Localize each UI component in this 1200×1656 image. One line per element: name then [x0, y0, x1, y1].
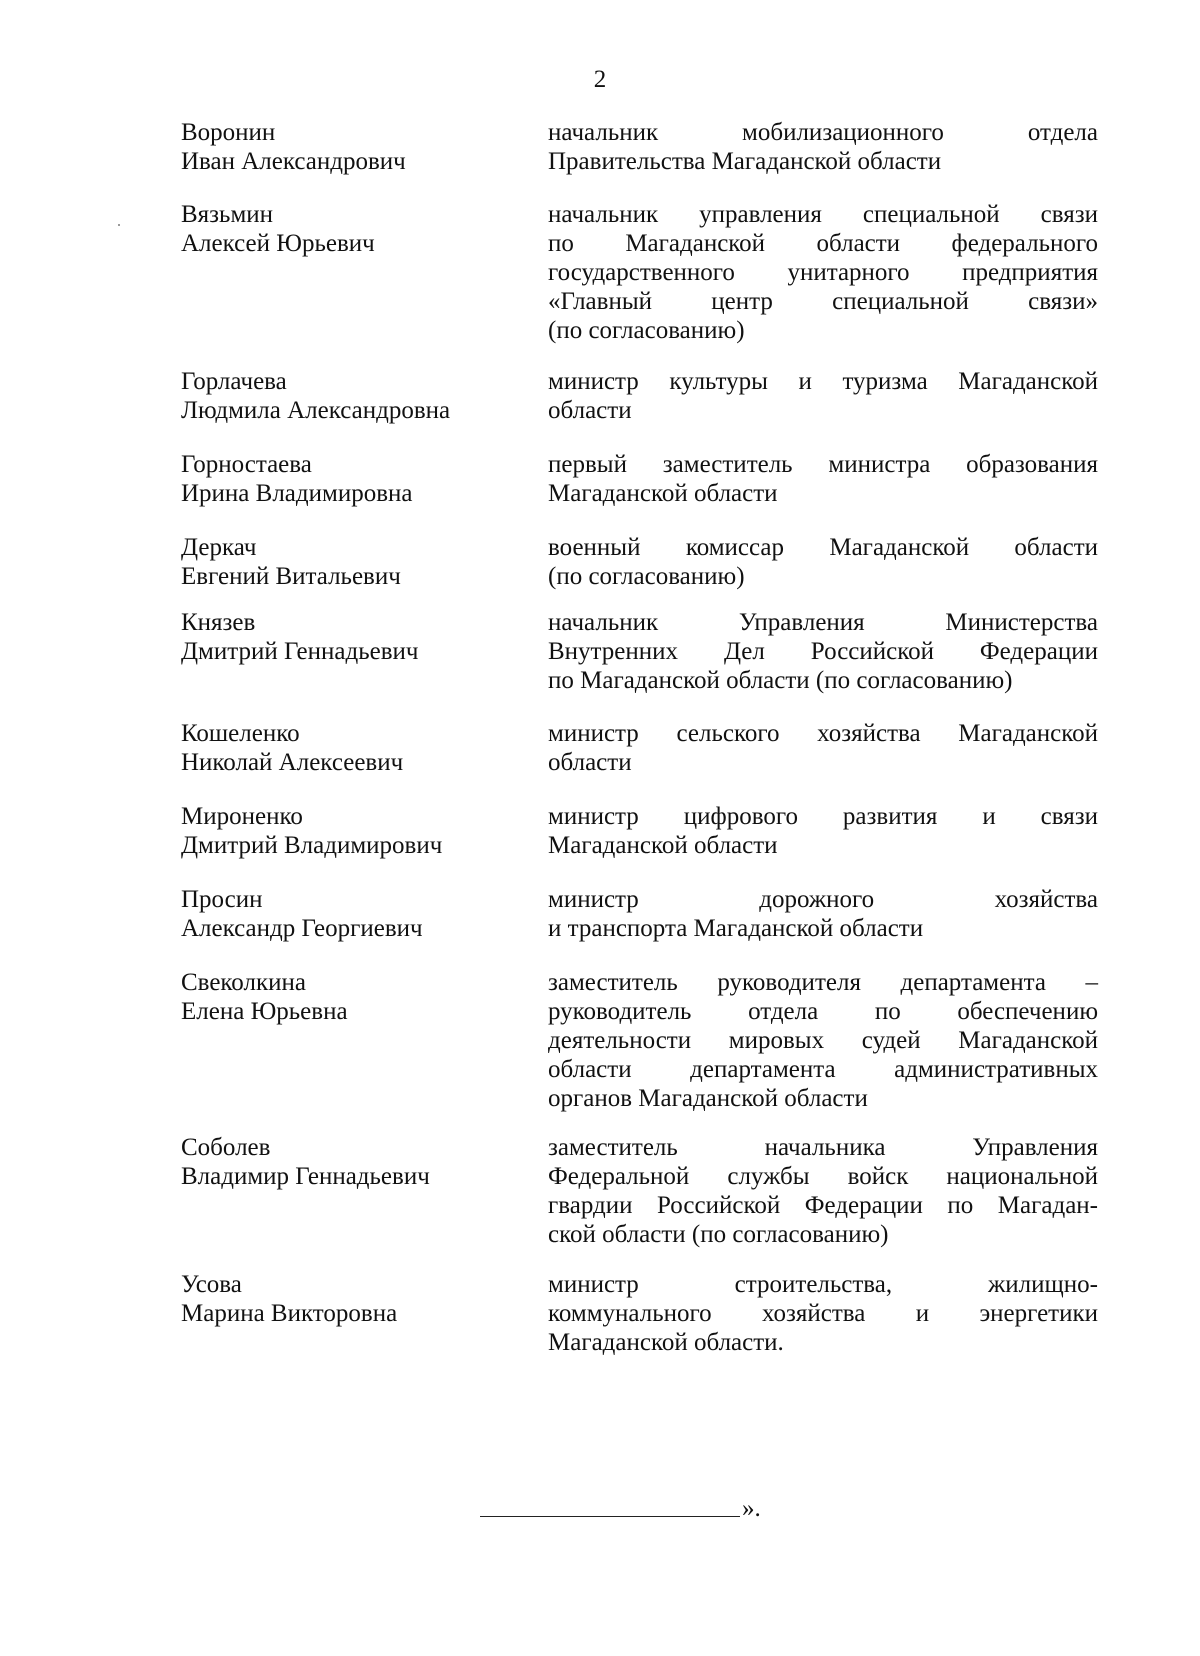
position-line: министр строительства, жилищно- [548, 1271, 1098, 1298]
member-given-names: Людмила Александровна [181, 397, 451, 424]
member-given-names: Александр Георгиевич [181, 915, 423, 942]
member-name [181, 608, 541, 666]
position-line: (по согласованию) [548, 317, 745, 344]
position-line: деятельности мировых судей Магаданской [548, 1027, 1098, 1054]
member-given-names: Владимир Геннадьевич [181, 1163, 430, 1190]
member-name [181, 450, 541, 508]
position-line: заместитель начальника Управления [548, 1134, 1098, 1161]
member-row [181, 118, 1098, 176]
member-position [548, 802, 1098, 860]
position-line: по Магаданской области федерального [548, 230, 1098, 257]
member-position [548, 968, 1098, 1113]
member-name [181, 533, 541, 591]
member-given-names: Ирина Владимировна [181, 480, 413, 507]
position-line: начальник управления специальной связи [548, 201, 1098, 228]
member-surname: Соболев [181, 1134, 271, 1161]
position-line: ской области (по согласованию) [548, 1221, 889, 1248]
position-line: Магаданской области [548, 832, 778, 859]
member-name [181, 968, 541, 1026]
position-line: министр дорожного хозяйства [548, 886, 1098, 913]
position-line: (по согласованию) [548, 563, 745, 590]
member-name [181, 885, 541, 943]
position-line: заместитель руководителя департамента – [548, 969, 1098, 996]
position-line: военный комиссар Магаданской области [548, 534, 1098, 561]
member-row [181, 200, 1098, 345]
member-position [548, 118, 1098, 176]
position-line: государственного унитарного предприятия [548, 259, 1098, 286]
position-line: Правительства Магаданской области [548, 148, 942, 175]
member-row [181, 450, 1098, 508]
closing-rule [480, 1516, 740, 1517]
member-surname: Кошеленко [181, 720, 300, 747]
position-line: начальник Управления Министерства [548, 609, 1098, 636]
member-given-names: Николай Алексеевич [181, 749, 404, 776]
position-line: по Магаданской области (по согласованию) [548, 667, 1013, 694]
member-given-names: Дмитрий Владимирович [181, 832, 443, 859]
position-line: гвардии Российской Федерации по Магадан- [548, 1192, 1098, 1219]
member-given-names: Марина Викторовна [181, 1300, 398, 1327]
page-number: 2 [593, 66, 607, 93]
member-position [548, 1270, 1098, 1357]
position-line: Магаданской области. [548, 1329, 784, 1356]
member-position [548, 533, 1098, 591]
closing-line [480, 1494, 761, 1523]
member-name [181, 200, 541, 258]
member-row [181, 1270, 1098, 1357]
member-name [181, 719, 541, 777]
position-line: Магаданской области [548, 480, 778, 507]
position-line: органов Магаданской области [548, 1085, 868, 1112]
position-line: начальник мобилизационного отдела [548, 119, 1098, 146]
member-position [548, 367, 1098, 425]
member-name [181, 802, 541, 860]
position-line: руководитель отдела по обеспечению [548, 998, 1098, 1025]
member-given-names: Дмитрий Геннадьевич [181, 638, 419, 665]
member-name [181, 1270, 541, 1328]
member-row [181, 719, 1098, 777]
position-line: «Главный центр специальной связи» [548, 288, 1098, 315]
member-position [548, 450, 1098, 508]
member-row [181, 533, 1098, 591]
position-line: области [548, 749, 632, 776]
member-surname: Князев [181, 609, 256, 636]
member-surname: Свеколкина [181, 969, 306, 996]
scan-speck [118, 224, 120, 226]
member-surname: Воронин [181, 119, 276, 146]
member-surname: Просин [181, 886, 263, 913]
member-surname: Мироненко [181, 803, 303, 830]
member-row [181, 885, 1098, 943]
member-row [181, 608, 1098, 695]
position-line: области [548, 397, 632, 424]
member-given-names: Алексей Юрьевич [181, 230, 375, 257]
position-line: Федеральной службы войск национальной [548, 1163, 1098, 1190]
position-line: министр сельского хозяйства Магаданской [548, 720, 1098, 747]
member-surname: Горлачева [181, 368, 287, 395]
position-line: министр культуры и туризма Магаданской [548, 368, 1098, 395]
member-name [181, 118, 541, 176]
member-position [548, 719, 1098, 777]
position-line: коммунального хозяйства и энергетики [548, 1300, 1098, 1327]
member-name [181, 1133, 541, 1191]
member-position [548, 200, 1098, 345]
member-name [181, 367, 541, 425]
member-position [548, 1133, 1098, 1249]
member-given-names: Евгений Витальевич [181, 563, 401, 590]
member-row [181, 802, 1098, 860]
member-row [181, 1133, 1098, 1249]
position-line: министр цифрового развития и связи [548, 803, 1098, 830]
member-row [181, 968, 1098, 1113]
position-line: области департамента административных [548, 1056, 1098, 1083]
member-position [548, 608, 1098, 695]
position-line: и транспорта Магаданской области [548, 915, 924, 942]
closing-quote-mark: ». [742, 1495, 761, 1522]
member-surname: Горностаева [181, 451, 312, 478]
member-position [548, 885, 1098, 943]
member-row [181, 367, 1098, 425]
position-line: первый заместитель министра образования [548, 451, 1098, 478]
member-given-names: Елена Юрьевна [181, 998, 348, 1025]
position-line: Внутренних Дел Российской Федерации [548, 638, 1098, 665]
member-surname: Вязьмин [181, 201, 274, 228]
member-surname: Усова [181, 1271, 242, 1298]
member-surname: Деркач [181, 534, 257, 561]
member-given-names: Иван Александрович [181, 148, 406, 175]
